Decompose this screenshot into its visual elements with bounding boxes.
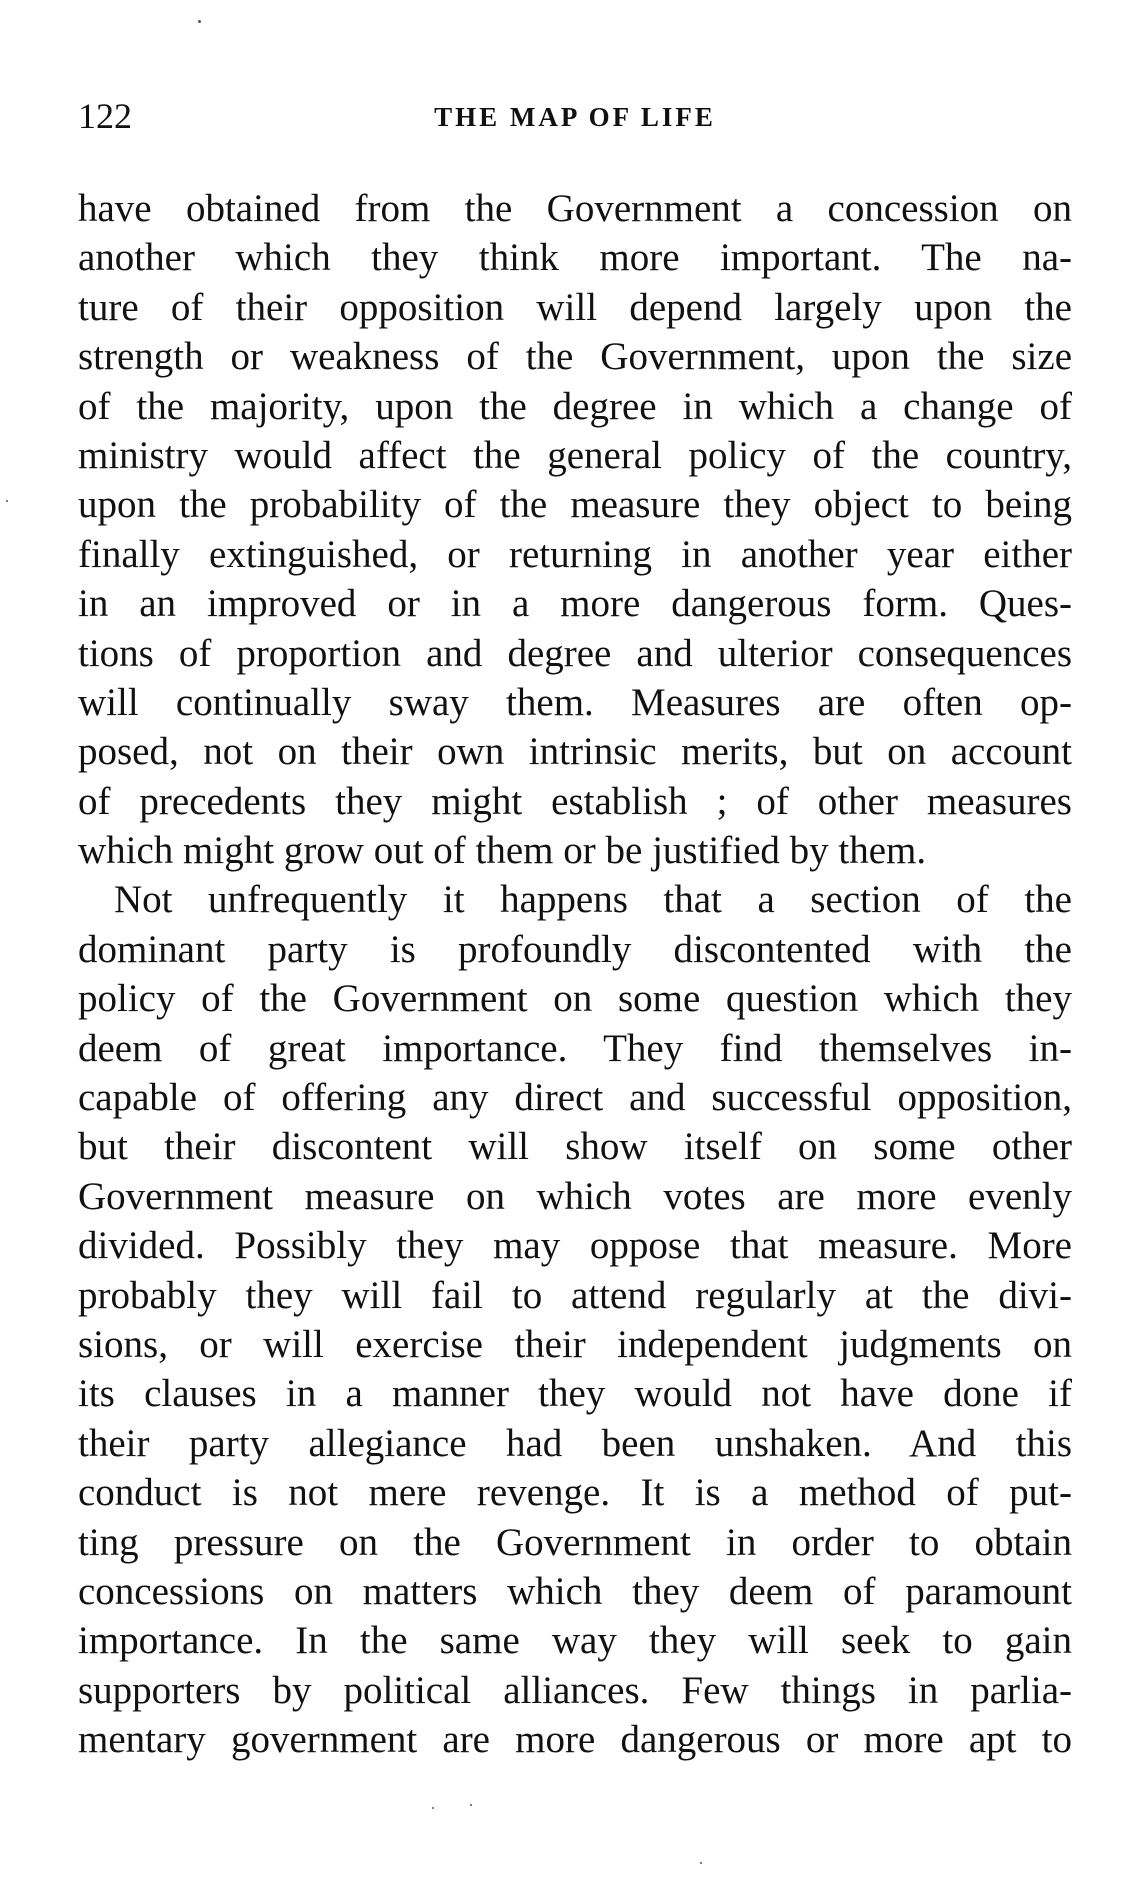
page-number: 122 (78, 96, 132, 136)
text-line: policy of the Government on some question which they (78, 977, 1072, 1021)
text-line: posed, not on their own intrinsic merits, but on account (78, 730, 1072, 774)
text-line: sions, or will exercise their independent judgments on (78, 1322, 1072, 1366)
text-line: tions of proportion and degree and ulterior consequences (78, 631, 1072, 675)
paragraph-2 (78, 875, 1072, 1764)
body-text (78, 184, 1072, 1765)
text-line: Not unfrequently it happens that a section of the (114, 878, 1072, 922)
scan-speck (198, 20, 201, 23)
running-head: THE MAP OF LIFE (434, 102, 716, 132)
text-line: probably they will fail to attend regularly at the divi- (78, 1273, 1072, 1317)
text-line: their party allegiance had been unshaken. And this (78, 1421, 1072, 1465)
text-line: upon the probability of the measure they object to being (78, 483, 1072, 527)
scan-speck (700, 1862, 702, 1864)
text-line: ture of their opposition will depend largely upon the (78, 285, 1072, 329)
text-line: supporters by political alliances. Few things in parlia- (78, 1668, 1072, 1712)
text-line: importance. In the same way they will seek to gain (78, 1619, 1072, 1663)
text-line: deem of great importance. They find themselves in- (78, 1026, 1072, 1070)
text-line: ting pressure on the Government in order to obtain (78, 1520, 1072, 1564)
text-line: strength or weakness of the Government, upon the size (78, 335, 1072, 379)
text-line: Government measure on which votes are more evenly (78, 1174, 1072, 1218)
text-line: another which they think more important. The na- (78, 236, 1072, 280)
text-line: mentary government are more dangerous or more apt to (78, 1718, 1072, 1762)
text-line: capable of offering any direct and successful opposition, (78, 1076, 1072, 1120)
text-line: finally extinguished, or returning in another year either (78, 532, 1072, 576)
text-line: will continually sway them. Measures are often op- (78, 680, 1072, 724)
scan-speck (470, 1804, 472, 1806)
text-line: have obtained from the Government a concession on (78, 187, 1072, 230)
text-line: dominant party is profoundly discontented with the (78, 927, 1072, 971)
text-line: of precedents they might establish ; of other measures (78, 779, 1072, 823)
text-line: its clauses in a manner they would not have done if (78, 1372, 1072, 1416)
text-line: conduct is not mere revenge. It is a method of put- (78, 1471, 1072, 1515)
text-line: but their discontent will show itself on some other (78, 1125, 1072, 1169)
scan-speck (432, 1807, 434, 1809)
text-line: divided. Possibly they may oppose that measure. More (78, 1224, 1072, 1268)
page-header (78, 96, 1072, 146)
text-line: which might grow out of them or be justified by them. (78, 829, 927, 873)
scan-speck (6, 500, 8, 502)
paragraph-1 (78, 184, 1072, 875)
text-line: concessions on matters which they deem of paramount (78, 1569, 1072, 1613)
text-line: of the majority, upon the degree in which a change of (78, 384, 1072, 428)
text-line: in an improved or in a more dangerous form. Ques- (78, 582, 1072, 626)
text-line: ministry would affect the general policy of the country, (78, 433, 1072, 477)
